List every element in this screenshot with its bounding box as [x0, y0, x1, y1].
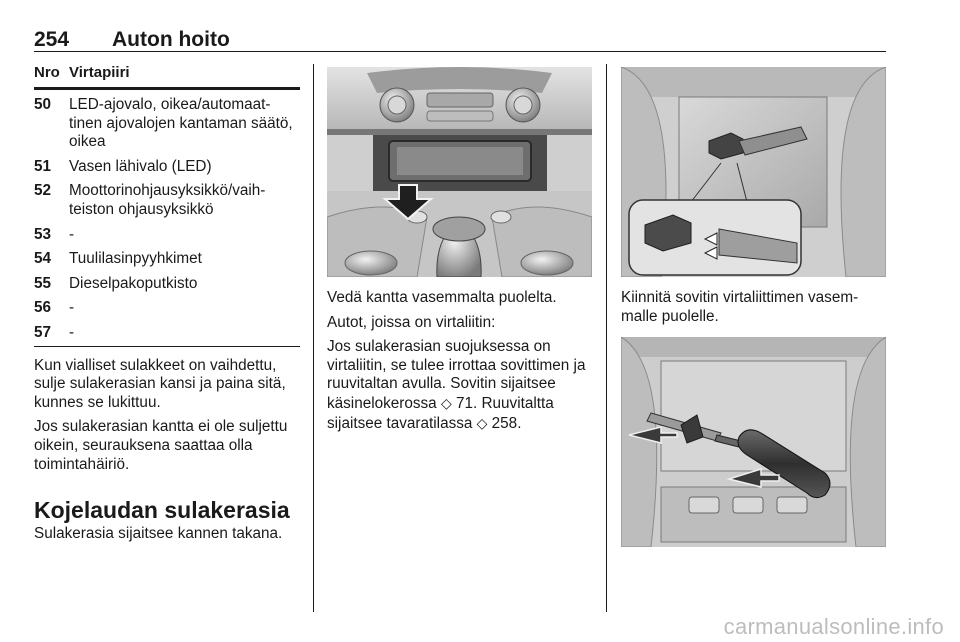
column-left — [34, 64, 300, 544]
paragraph — [327, 338, 592, 433]
fuse-circuit: - — [69, 299, 75, 317]
col-header-no: Nro — [34, 64, 60, 81]
column-divider — [313, 64, 314, 612]
page-number: 254 — [34, 28, 70, 51]
paragraph: Sulakerasia sijaitsee kannen takana. — [34, 525, 283, 543]
table-row — [34, 299, 300, 318]
console-illustration — [327, 67, 592, 277]
table-rule — [34, 87, 300, 90]
screwdriver-illustration — [621, 337, 886, 547]
paragraph: Autot, joissa on virtaliitin: — [327, 313, 496, 331]
figure-adapter-attach — [621, 67, 886, 277]
fuse-table-header — [34, 64, 300, 86]
table-row — [34, 158, 300, 177]
paragraph: Jos sulakerasian kantta ei ole suljettu oikein, seurauksena saattaa olla toimintahäiriö. — [34, 418, 288, 473]
paragraph-text: Jos sulakerasian suojuksessa on virtaliitin, se tulee irrottaa sovittimen ja ruuvitaltan avulla. Sovitin sijaitsee käsinelokerossa — [327, 338, 586, 412]
fuse-circuit: Moottorinohjausyksikkö/vaih-teiston ohjausyksikkö — [69, 182, 266, 218]
fuse-circuit: - — [69, 323, 75, 341]
paragraph-text: 258. — [487, 414, 522, 432]
table-bottom-rule — [34, 346, 300, 347]
fuse-number: 54 — [34, 250, 52, 268]
column-right — [621, 289, 886, 326]
table-row — [34, 250, 300, 269]
fuse-circuit: Dieselpakoputkisto — [69, 274, 198, 292]
fuse-circuit: - — [69, 225, 75, 243]
paragraph-text: 71. Ruuvitaltta sijaitsee tavaratilassa — [327, 394, 554, 432]
fuse-number: 50 — [34, 96, 52, 113]
fuse-number: 55 — [34, 274, 52, 292]
header-divider — [34, 51, 886, 52]
page-reference-icon: ◇ — [440, 394, 452, 411]
section-heading: Kojelaudan sulakerasia — [34, 497, 290, 524]
fuse-number: 51 — [34, 157, 52, 175]
page-title: Auton hoito — [112, 28, 230, 51]
fuse-number: 53 — [34, 225, 52, 243]
fuse-number: 52 — [34, 182, 52, 200]
paragraph: Kun vialliset sulakkeet on vaihdettu, sulje sulakerasian kansi ja paina sitä, kunnes se lukittuu. — [34, 356, 286, 411]
paragraph: Vedä kantta vasemmalta puolelta. — [327, 289, 557, 306]
fuse-number: 57 — [34, 323, 52, 341]
table-row — [34, 275, 300, 294]
table-row — [34, 96, 300, 152]
table-row — [34, 226, 300, 245]
fuse-circuit: Vasen lähivalo (LED) — [69, 157, 212, 175]
fuse-circuit: LED-ajovalo, oikea/automaat-tinen ajovalojen kantaman säätö, oikea — [69, 96, 293, 151]
fuse-table-body — [34, 96, 300, 343]
col-header-circuit: Virtapiiri — [69, 64, 130, 81]
column-middle — [327, 289, 592, 433]
adapter-illustration — [621, 67, 886, 277]
column-divider — [606, 64, 607, 612]
fuse-number: 56 — [34, 299, 52, 317]
page-reference-icon: ◇ — [476, 414, 488, 431]
table-row — [34, 182, 300, 219]
figure-screwdriver — [621, 337, 886, 547]
page-header — [34, 28, 886, 52]
watermark: carmanualsonline.info — [723, 614, 944, 639]
paragraph: Kiinnitä sovitin virtaliittimen vasem-malle puolelle. — [621, 289, 859, 325]
fuse-circuit: Tuulilasinpyyhkimet — [69, 250, 202, 268]
table-row — [34, 324, 300, 343]
figure-console-cover — [327, 67, 592, 277]
